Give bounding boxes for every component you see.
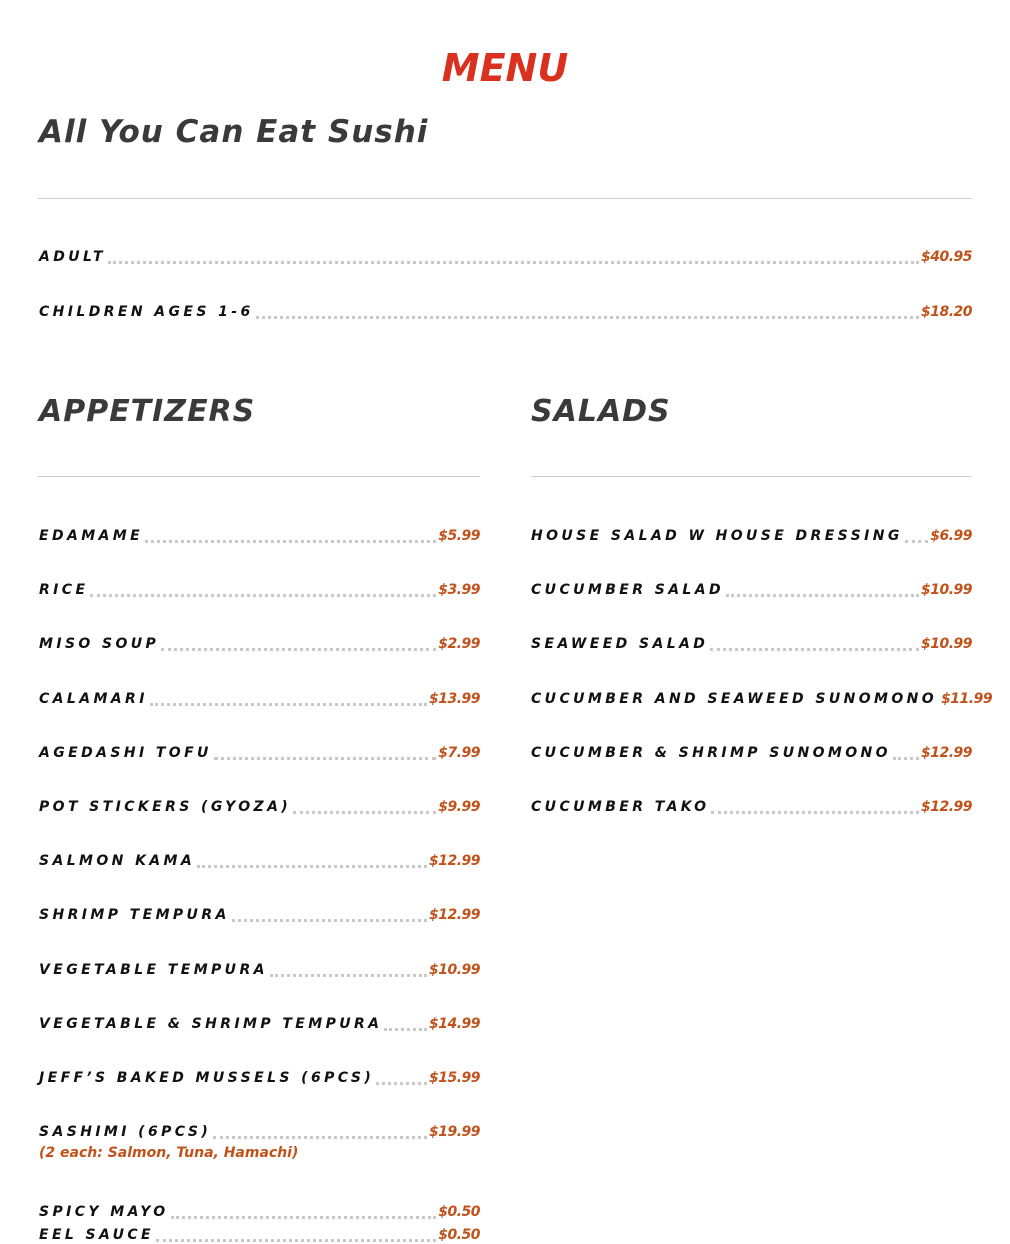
item-name: MISO SOUP xyxy=(39,636,160,652)
item-price: $12.99 xyxy=(920,799,972,815)
item-name: CUCUMBER SALAD xyxy=(531,582,725,598)
section-heading-ayce: All You Can Eat Sushi xyxy=(39,114,429,150)
item-name: SEAWEED SALAD xyxy=(531,636,709,652)
divider xyxy=(531,476,972,477)
dotted-leader xyxy=(213,1136,427,1139)
item-name: CUCUMBER TAKO xyxy=(531,799,710,815)
dotted-leader xyxy=(232,919,427,922)
item-price: $0.50 xyxy=(438,1227,480,1243)
item-price: $10.99 xyxy=(920,582,972,598)
menu-row xyxy=(39,523,480,545)
item-name: JEFF’S BAKED MUSSELS (6PCS) xyxy=(39,1070,375,1086)
menu-row xyxy=(39,1119,480,1141)
item-name: RICE xyxy=(39,582,89,598)
item-price: $15.99 xyxy=(428,1070,480,1086)
item-note: (2 each: Salmon, Tuna, Hamachi) xyxy=(39,1145,299,1161)
dotted-leader xyxy=(197,865,427,868)
dotted-leader xyxy=(108,261,919,264)
dotted-leader xyxy=(893,757,919,760)
dotted-leader xyxy=(90,594,436,597)
section-heading-salads: SALADS xyxy=(531,394,671,429)
item-price: $12.99 xyxy=(920,745,972,761)
item-name: CALAMARI xyxy=(39,691,148,707)
item-price: $19.99 xyxy=(428,1124,480,1140)
menu-row xyxy=(39,1065,480,1087)
item-name: VEGETABLE TEMPURA xyxy=(39,962,268,978)
menu-row xyxy=(39,794,480,816)
page-title: MENU xyxy=(441,46,569,90)
item-price: $10.99 xyxy=(428,962,480,978)
dotted-leader xyxy=(150,703,427,706)
menu-row xyxy=(531,523,972,545)
item-price: $0.50 xyxy=(438,1204,480,1220)
item-name: ADULT xyxy=(39,249,106,265)
item-price: $11.99 xyxy=(941,691,993,707)
item-name: VEGETABLE & SHRIMP TEMPURA xyxy=(39,1016,383,1032)
menu-row xyxy=(531,577,972,599)
item-name: SPICY MAYO xyxy=(39,1204,169,1220)
dotted-leader xyxy=(156,1239,436,1242)
menu-row xyxy=(531,794,972,816)
item-price: $18.20 xyxy=(920,304,972,320)
dotted-leader xyxy=(145,540,436,543)
item-name: CHILDREN AGES 1-6 xyxy=(39,304,254,320)
menu-row xyxy=(39,902,480,924)
divider xyxy=(38,198,972,199)
menu-row-children xyxy=(39,299,972,321)
dotted-leader xyxy=(171,1216,437,1219)
menu-row xyxy=(39,957,480,979)
dotted-leader xyxy=(376,1082,427,1085)
menu-row xyxy=(39,848,480,870)
menu-row xyxy=(531,740,972,762)
dotted-leader xyxy=(726,594,919,597)
menu-row xyxy=(39,631,480,653)
section-heading-appetizers: APPETIZERS xyxy=(39,394,256,429)
menu-row xyxy=(39,740,480,762)
dotted-leader xyxy=(256,316,919,319)
menu-row-adult xyxy=(39,244,972,266)
item-price: $13.99 xyxy=(428,691,480,707)
item-price: $12.99 xyxy=(428,907,480,923)
item-price: $5.99 xyxy=(438,528,480,544)
dotted-leader xyxy=(270,974,427,977)
item-price: $10.99 xyxy=(920,636,972,652)
item-name: CUCUMBER AND SEAWEED SUNOMONO xyxy=(531,691,938,707)
item-name: SHRIMP TEMPURA xyxy=(39,907,230,923)
dotted-leader xyxy=(214,757,436,760)
menu-row xyxy=(39,577,480,599)
item-price: $3.99 xyxy=(438,582,480,598)
menu-row xyxy=(39,1011,480,1033)
item-name: EDAMAME xyxy=(39,528,144,544)
dotted-leader xyxy=(161,648,436,651)
divider xyxy=(38,476,480,477)
menu-row xyxy=(39,686,480,708)
item-price: $12.99 xyxy=(428,853,480,869)
item-name: POT STICKERS (GYOZA) xyxy=(39,799,292,815)
menu-row xyxy=(39,1222,480,1244)
item-price: $14.99 xyxy=(428,1016,480,1032)
dotted-leader xyxy=(711,811,919,814)
item-price: $6.99 xyxy=(930,528,972,544)
item-name: CUCUMBER & SHRIMP SUNOMONO xyxy=(531,745,891,761)
item-name: AGEDASHI TOFU xyxy=(39,745,212,761)
item-name: HOUSE SALAD W HOUSE DRESSING xyxy=(531,528,903,544)
dotted-leader xyxy=(710,648,919,651)
dotted-leader xyxy=(384,1028,427,1031)
dotted-leader xyxy=(293,811,436,814)
menu-row xyxy=(39,1199,480,1221)
item-name: SALMON KAMA xyxy=(39,853,196,869)
item-name: EEL SAUCE xyxy=(39,1227,155,1243)
item-name: SASHIMI (6PCS) xyxy=(39,1124,212,1140)
item-price: $2.99 xyxy=(438,636,480,652)
item-price: $9.99 xyxy=(438,799,480,815)
item-price: $7.99 xyxy=(438,745,480,761)
menu-row xyxy=(531,686,993,708)
item-price: $40.95 xyxy=(920,249,972,265)
menu-row xyxy=(531,631,972,653)
dotted-leader xyxy=(905,540,928,543)
